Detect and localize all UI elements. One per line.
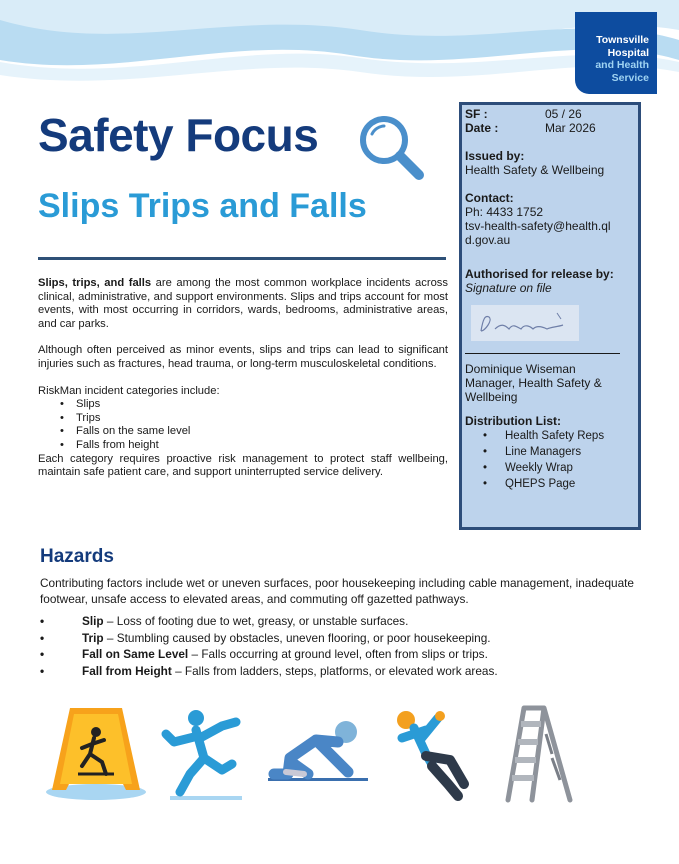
- intro-paragraph-3: Each category requires proactive risk management to protect staff wellbeing, maintain safe patient care, and support uninterrupted service delivery.: [38, 452, 448, 479]
- signature-image: [471, 305, 579, 341]
- sf-value: 05 / 26: [545, 107, 582, 121]
- hazard-term: Trip: [82, 630, 104, 645]
- hazard-text: – Loss of footing due to wet, greasy, or unstable surfaces.: [103, 614, 409, 628]
- signature-scribble: [471, 305, 579, 341]
- list-item: [40, 646, 640, 663]
- list-item: • Weekly Wrap: [505, 460, 634, 476]
- logo-line-3: and Health: [595, 59, 649, 71]
- categories-label: RiskMan incident categories include:: [38, 384, 220, 397]
- title-divider: [38, 257, 446, 260]
- date-row: [465, 121, 634, 135]
- hazard-text: – Falls occurring at ground level, often from slips or trips.: [188, 647, 488, 661]
- ladder-icon: [494, 704, 580, 804]
- logo-line-2: Hospital: [607, 46, 649, 59]
- fallen-person-icon: [264, 710, 372, 794]
- hazard-text: – Falls from ladders, steps, platforms, or elevated work areas.: [171, 663, 498, 678]
- page-subtitle: Slips Trips and Falls: [38, 187, 367, 225]
- authorised-label: Authorised for release by:: [465, 267, 614, 281]
- info-sidebar: [459, 102, 641, 530]
- hazard-term: Slip: [82, 614, 104, 628]
- date-value: Mar 2026: [545, 121, 596, 135]
- sf-row: [465, 107, 634, 121]
- slipping-person-icon: [160, 704, 252, 804]
- list-item: [40, 613, 640, 630]
- list-item: [40, 663, 640, 680]
- contact-email[interactable]: tsv-health-safety@health.qld.gov.au: [465, 219, 611, 247]
- distribution-label: Distribution List:: [465, 414, 561, 428]
- issued-label: Issued by:: [465, 149, 525, 163]
- list-item: • Falls on the same level: [76, 425, 448, 439]
- logo-line-4: Service: [611, 71, 649, 84]
- list-item: • Slips: [76, 398, 448, 412]
- page-title: Safety Focus: [38, 109, 319, 161]
- list-item: [40, 630, 640, 647]
- intro-section: [38, 277, 448, 480]
- hazards-description: Contributing factors include wet or uneven surfaces, poor housekeeping including cable management, inadequate footwear, unsafe access to elevated areas, and commuting off gazetted pathways.: [40, 576, 634, 606]
- issued-value: Health Safety & Wellbeing: [465, 163, 605, 177]
- distribution-list: [505, 428, 634, 492]
- hazard-text: – Stumbling caused by obstacles, uneven flooring, or poor housekeeping.: [103, 630, 491, 645]
- date-label: Date :: [465, 121, 499, 135]
- list-item: • QHEPS Page: [505, 476, 634, 492]
- magnifying-glass-icon: [354, 110, 430, 186]
- logo-line-1: Townsville: [596, 34, 649, 46]
- hazard-term: Fall from Height: [82, 663, 172, 678]
- signature-line: [465, 353, 620, 354]
- falling-person-icon: [392, 700, 482, 804]
- hazards-list: [40, 613, 640, 679]
- signer-title: Manager, Health Safety & Wellbeing: [465, 376, 602, 404]
- hazard-term: Fall on Same Level: [82, 647, 189, 661]
- signer-name: Dominique Wiseman: [465, 362, 576, 376]
- intro-p1-text: are among the most common workplace incidents across clinical, administrative, and support environments. Slips and trips account for most events, with most occurring in corridors, wards, bedrooms, administrative areas, and car parks.: [38, 277, 448, 330]
- list-item: • Line Managers: [505, 444, 634, 460]
- list-item: • Trips: [76, 412, 448, 426]
- categories-list: [76, 398, 448, 452]
- intro-bold-lead: Slips, trips, and falls: [38, 277, 152, 289]
- sf-label: SF :: [465, 107, 488, 121]
- organisation-logo: [575, 12, 657, 94]
- authorised-value: Signature on file: [465, 281, 552, 295]
- list-item: • Falls from height: [76, 439, 448, 453]
- list-item: • Health Safety Reps: [505, 428, 634, 444]
- contact-phone: Ph: 4433 1752: [465, 205, 544, 219]
- intro-paragraph-1: [38, 277, 448, 331]
- wet-floor-sign-icon: [44, 700, 148, 804]
- hazards-heading: Hazards: [40, 546, 114, 567]
- intro-paragraph-2: Although often perceived as minor events, slips and trips can lead to significant injuries such as fractures, head trauma, or long-term musculoskeletal conditions.: [38, 344, 448, 370]
- contact-label: Contact:: [465, 191, 514, 205]
